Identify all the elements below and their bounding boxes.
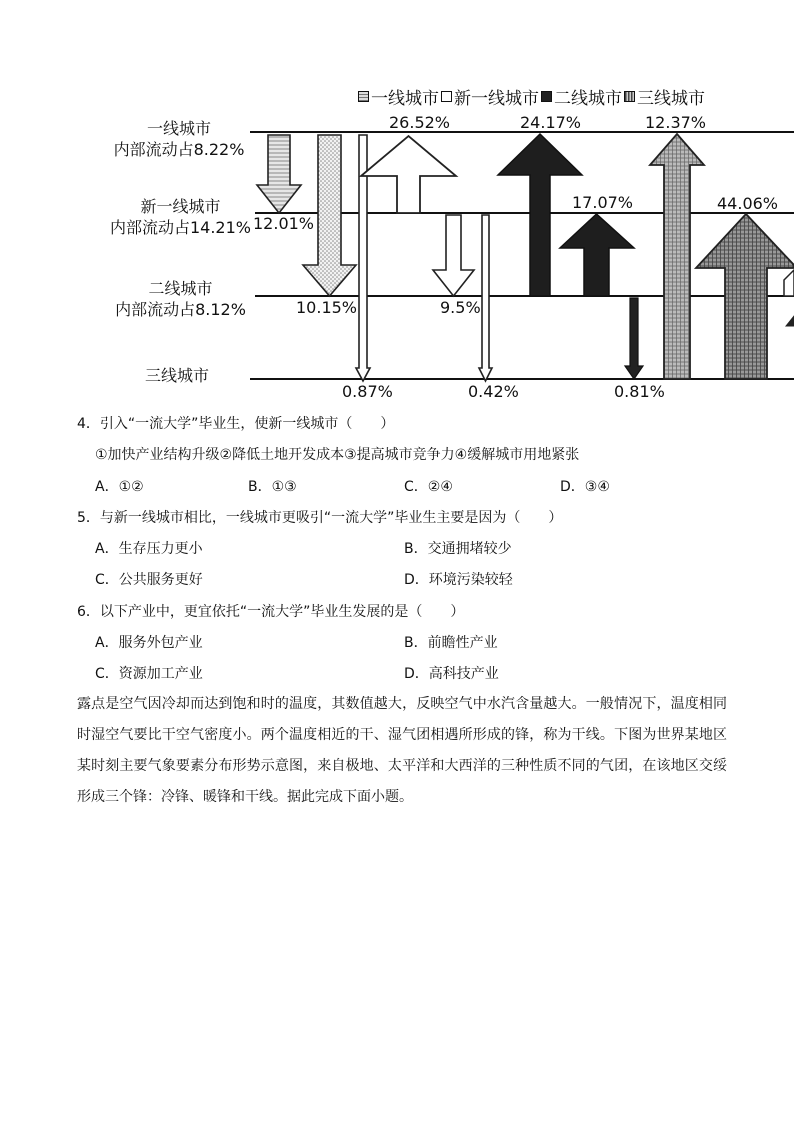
- pct-tier1-to-newtier1: 12.01%: [253, 214, 315, 233]
- question-5-option-c[interactable]: C．公共服务更好: [95, 572, 203, 588]
- question-6-option-d[interactable]: D．高科技产业: [404, 666, 499, 682]
- pct-newtier1-to-tier3: 0.42%: [468, 382, 519, 401]
- pct-tier3-to-tier1: 12.37%: [645, 113, 707, 132]
- question-6-stem: 6．以下产业中，更宜依托“一流大学”毕业生发展的是（ ）: [77, 604, 465, 620]
- legend: [358, 84, 707, 109]
- question-4-statements: ①加快产业结构升级②降低土地开发成本③提高城市竞争力④缓解城市用地紧张: [95, 447, 580, 463]
- question-6-option-b[interactable]: B．前瞻性产业: [404, 635, 498, 651]
- arrow-tier1-to-newtier1: [257, 135, 301, 213]
- arrow-newtier1-to-tier2: [433, 215, 474, 296]
- arrow-newtier1-to-tier3: [479, 215, 492, 381]
- question-6-option-c[interactable]: C．资源加工产业: [95, 666, 203, 682]
- pct-tier1-to-tier2: 10.15%: [296, 298, 358, 317]
- pct-tier2-to-tier3: 0.81%: [614, 382, 665, 401]
- passage-text: 露点是空气因冷却而达到饱和时的温度，其数值越大，反映空气中水汽含量越大。一般情况下，温度相同时湿空气要比干空气密度小。两个温度相近的干、湿气团相遇所形成的锋，称为干线。下图为世界某地区某时刻主要气象要素分布形势示意图，来自极地、太平洋和大西洋的三种性质不同的气团，在该地区交绥形成三个锋：冷锋、暖锋和干线。据此完成下面小题。: [77, 696, 727, 805]
- question-5-option-d[interactable]: D．环境污染较轻: [404, 572, 513, 588]
- legend-item-tier2: 二线城市: [541, 84, 622, 109]
- arrow-newtier1-to-tier1: [361, 136, 456, 213]
- pct-tier3-to-newtier1: 44.06%: [717, 194, 779, 213]
- question-4-option-c[interactable]: C．②④: [404, 479, 453, 495]
- pct-tier2-to-tier1: 24.17%: [520, 113, 582, 132]
- arrow-partial-right-small: [786, 316, 794, 326]
- arrow-tier2-to-newtier1: [560, 214, 634, 296]
- pattern-swatch-icon: [358, 91, 369, 102]
- row-label-tier1: 一线城市 内部流动占8.22%: [113, 119, 245, 159]
- question-5-stem: 5．与新一线城市相比，一线城市更吸引“一流大学”毕业生主要是因为（ ）: [77, 510, 563, 526]
- question-4-option-d[interactable]: D．③④: [560, 479, 610, 495]
- pct-tier2-to-newtier1: 17.07%: [572, 193, 634, 212]
- question-5-option-b[interactable]: B．交通拥堵较少: [404, 541, 512, 557]
- question-5-option-a[interactable]: A．生存压力更小: [95, 541, 203, 557]
- row-label-newtier1: 新一线城市 内部流动占14.21%: [109, 197, 251, 237]
- question-4-option-b[interactable]: B．①③: [248, 479, 297, 495]
- migration-figure: [0, 0, 794, 410]
- legend-item-newtier1: 新一线城市: [441, 84, 539, 109]
- legend-item-tier1: 一线城市: [358, 84, 439, 109]
- question-6-option-a[interactable]: A．服务外包产业: [95, 635, 203, 651]
- pct-newtier1-to-tier2: 9.5%: [440, 298, 481, 317]
- black-swatch-icon: [541, 91, 552, 102]
- question-4-stem: 4．引入“一流大学”毕业生，使新一线城市（ ）: [77, 416, 395, 432]
- question-4-option-a[interactable]: A．①②: [95, 479, 144, 495]
- arrow-tier3-to-tier1: [650, 134, 704, 379]
- pct-newtier1-to-tier1: 26.52%: [389, 113, 451, 132]
- arrow-partial-right: [784, 270, 794, 296]
- arrow-tier2-to-tier1: [498, 134, 582, 296]
- pct-tier1-to-tier3: 0.87%: [342, 382, 393, 401]
- white-swatch-icon: [441, 91, 452, 102]
- row-label-tier3: 三线城市: [145, 366, 210, 385]
- row-label-tier2: 二线城市 内部流动占8.12%: [115, 279, 246, 319]
- arrow-tier2-to-tier3: [625, 298, 643, 379]
- legend-item-tier3: 三线城市: [624, 84, 705, 109]
- grid-swatch-icon: [624, 91, 635, 102]
